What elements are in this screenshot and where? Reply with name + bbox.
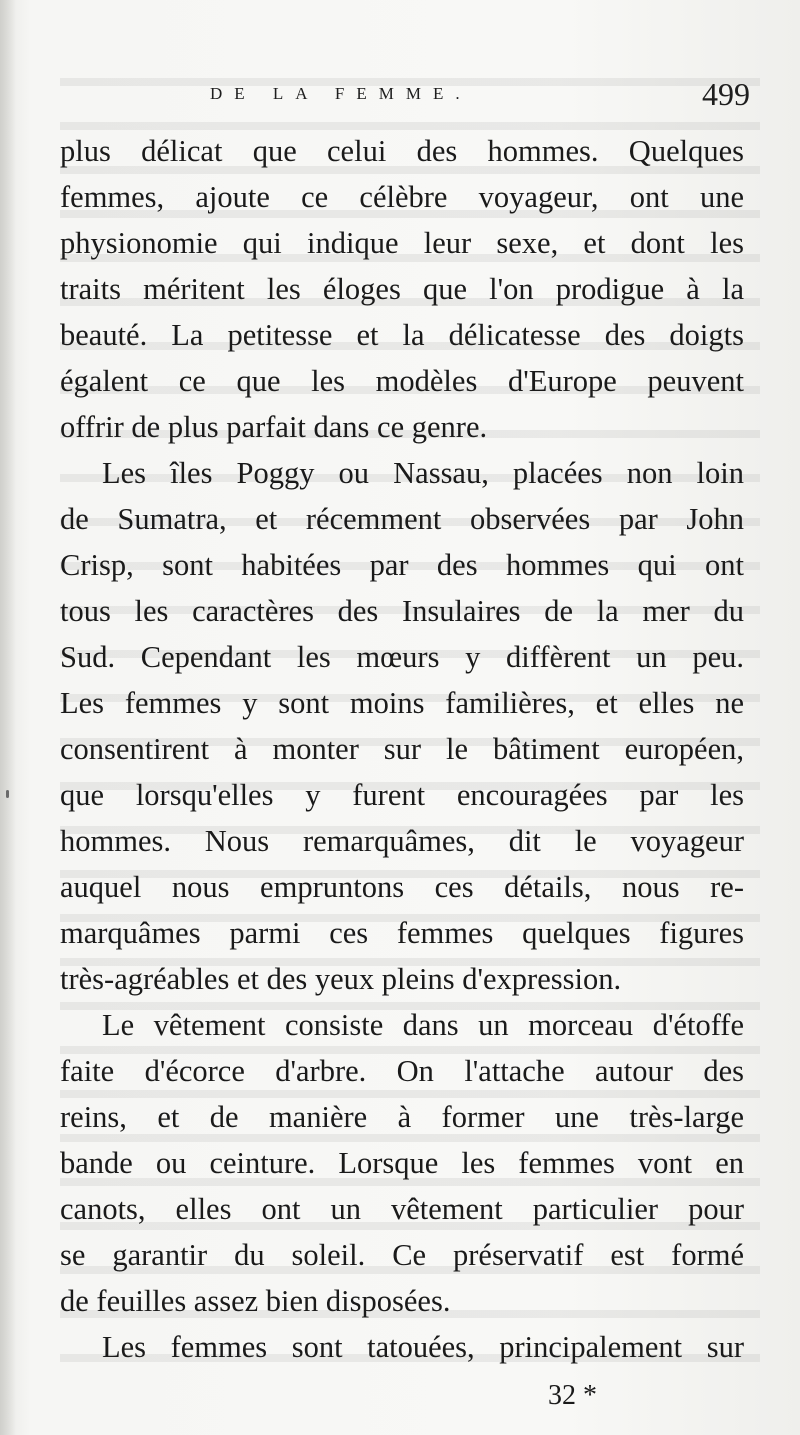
text-line: bande ou ceinture. Lorsque les femmes vont en <box>60 1146 744 1180</box>
text-line: Les femmes y sont moins familières, et elles ne <box>60 686 744 720</box>
text-line: se garantir du soleil. Ce préservatif est formé <box>60 1238 744 1272</box>
text-line: physionomie qui indique leur sexe, et dont les <box>60 226 744 260</box>
page-edge-shadow <box>0 0 16 1435</box>
page-header <box>210 78 750 118</box>
margin-speck <box>6 790 9 798</box>
text-line: hommes. Nous remarquâmes, dit le voyageur <box>60 824 744 858</box>
text-line: traits méritent les éloges que l'on prodigue à la <box>60 272 744 306</box>
text-line: égalent ce que les modèles d'Europe peuvent <box>60 364 744 398</box>
text-line: marquâmes parmi ces femmes quelques figures <box>60 916 744 950</box>
page-number: 499 <box>702 76 750 112</box>
text-line: plus délicat que celui des hommes. Quelques <box>60 134 744 168</box>
paragraph <box>60 1002 744 1324</box>
text-line: Les femmes sont tatouées, principalement sur <box>102 1330 744 1364</box>
text-line: auquel nous empruntons ces détails, nous re- <box>60 870 744 904</box>
body-text <box>60 128 744 1370</box>
text-line: très-agréables et des yeux pleins d'expression. <box>60 962 622 996</box>
text-line: reins, et de manière à former une très-large <box>60 1100 744 1134</box>
text-line: canots, elles ont un vêtement particulier pour <box>60 1192 744 1226</box>
text-line: beauté. La petitesse et la délicatesse des doigts <box>60 318 744 352</box>
paragraph <box>60 450 744 1002</box>
text-line: consentirent à monter sur le bâtiment européen, <box>60 732 744 766</box>
text-line: Crisp, sont habitées par des hommes qui ont <box>60 548 744 582</box>
paragraph <box>60 1324 744 1370</box>
text-line: de Sumatra, et récemment observées par John <box>60 502 744 536</box>
text-line: offrir de plus parfait dans ce genre. <box>60 410 488 444</box>
text-line: faite d'écorce d'arbre. On l'attache autour des <box>60 1054 744 1088</box>
text-line: Les îles Poggy ou Nassau, placées non loin <box>102 456 744 490</box>
text-line: tous les caractères des Insulaires de la mer du <box>60 594 744 628</box>
paragraph <box>60 128 744 450</box>
text-line: de feuilles assez bien disposées. <box>60 1284 451 1318</box>
text-line: Sud. Cependant les mœurs y diffèrent un peu. <box>60 640 744 674</box>
running-title: DE LA FEMME. <box>210 84 472 103</box>
text-line: Le vêtement consiste dans un morceau d'étoffe <box>102 1008 744 1042</box>
signature-mark: 32 * <box>548 1380 597 1411</box>
text-line: femmes, ajoute ce célèbre voyageur, ont une <box>60 180 744 214</box>
text-line: que lorsqu'elles y furent encouragées par les <box>60 778 744 812</box>
